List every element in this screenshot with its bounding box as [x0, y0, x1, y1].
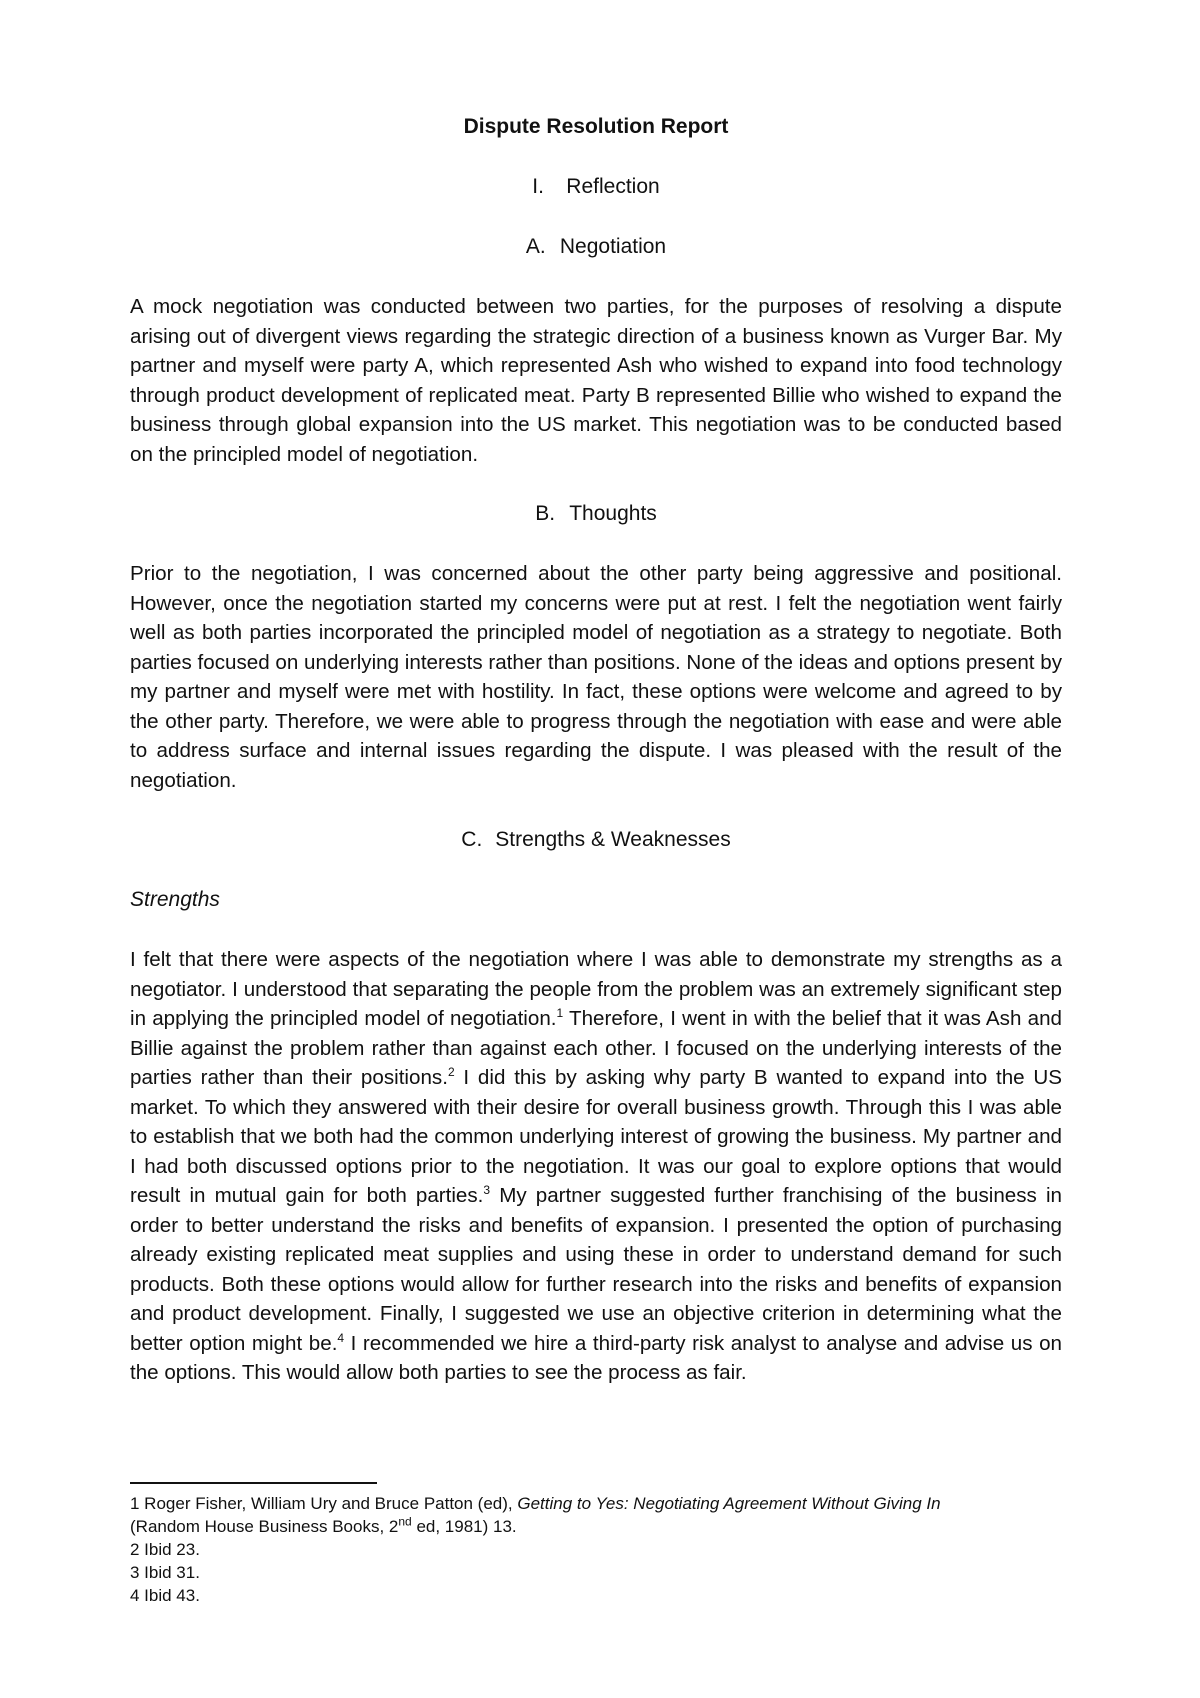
text-segment: I recommended we hire a third-party risk analyst to analyse and advise us on the options. This would allow both parties to see the process as fair. — [130, 1331, 1062, 1384]
footnotes — [130, 1482, 1062, 1607]
footnote-separator — [130, 1482, 377, 1484]
section-number: I. — [532, 175, 544, 198]
footnote-reference[interactable]: 2 — [447, 1065, 455, 1080]
section-heading-thoughts — [130, 499, 1062, 529]
footnote-1 — [130, 1492, 1062, 1538]
section-number: B. — [535, 502, 556, 525]
text-segment: I did this by asking why party B wanted to expand into the US market. To which they answered with their desire for overall business growth. Through this I was able to establish that we both had the common underlying interest of growing the business. My partner and I had both discussed options prior to the negotiation. It was our goal to explore options that would result in mutual gain for both parties. — [130, 1066, 1063, 1207]
footnote-3: 3 Ibid 31. — [130, 1563, 200, 1582]
document-title: Dispute Resolution Report — [463, 115, 729, 138]
section-number: A. — [525, 235, 546, 258]
footnote-text: 1 Roger Fisher, William Ury and Bruce Patton (ed), — [130, 1494, 518, 1513]
footnote-text: (Random House Business Books, 2 — [130, 1517, 399, 1536]
section-label: Thoughts — [569, 502, 657, 525]
section-label: Reflection — [566, 175, 660, 198]
footnote-reference[interactable]: 3 — [483, 1183, 491, 1198]
paragraph-negotiation — [130, 292, 1062, 469]
section-label: Negotiation — [559, 235, 667, 258]
text-segment: I felt that there were aspects of the negotiation where I was able to demonstrate my strengths as a negotiator. I understood that separating the people from the problem was an extremely significant step in applying the principled model of negotiation. — [130, 948, 1062, 1030]
document-body — [130, 112, 1062, 1418]
section-number: C. — [461, 828, 483, 851]
text-segment: My partner suggested further franchising of the business in order to better understand the risks and benefits of expansion. I presented the option of purchasing already existing replicated meat supplies and using these in order to understand demand for such products. Both these options would allow for further research into the risks and benefits of expansion and product development. Finally, I suggested we use an objective criterion in determining what the better option might be. — [130, 1184, 1062, 1355]
section-heading-reflection — [130, 172, 1062, 202]
footnote-2: 2 Ibid 23. — [130, 1540, 200, 1559]
section-heading-strengths-weaknesses — [130, 825, 1062, 855]
paragraph-strengths — [130, 945, 1062, 1388]
text-segment: Therefore, I went in with the belief that it was Ash and Billie against the problem rather than against each other. I focused on the underlying interests of the parties rather than their positions. — [130, 1007, 1062, 1089]
footnote-4: 4 Ibid 43. — [130, 1586, 200, 1605]
paragraph-thoughts — [130, 559, 1062, 795]
footnote-text: ed, 1981) 13. — [411, 1517, 517, 1536]
section-heading-negotiation — [130, 232, 1062, 262]
section-label: Strengths & Weaknesses — [495, 828, 731, 851]
footnote-reference[interactable]: 1 — [556, 1006, 564, 1021]
footnote-superscript: nd — [398, 1514, 412, 1529]
footnote-reference[interactable]: 4 — [337, 1330, 345, 1345]
footnote-book-title: Getting to Yes: Negotiating Agreement Without Giving In — [517, 1494, 941, 1513]
paragraph-text: Prior to the negotiation, I was concerned about the other party being aggressive and positional. However, once the negotiation started my concerns were put at rest. I felt the negotiation went fairly well as both parties incorporated the principled model of negotiation as a strategy to negotiate. Both parties focused on underlying interests rather than positions. None of the ideas and options present by my partner and myself were met with hostility. In fact, these options were welcome and agreed to by the other party. Therefore, we were able to progress through the negotiation with ease and were able to address surface and internal issues regarding the dispute. I was pleased with the result of the negotiation. — [130, 562, 1062, 792]
subheading-strengths: Strengths — [130, 888, 220, 911]
paragraph-text — [130, 945, 1062, 1388]
paragraph-text: A mock negotiation was conducted between two parties, for the purposes of resolving a dispute arising out of divergent views regarding the strategic direction of a business known as Vurger Bar. My partner and myself were party A, which represented Ash who wished to expand into food technology through product development of replicated meat. Party B represented Billie who wished to expand the business through global expansion into the US market. This negotiation was to be conducted based on the principled model of negotiation. — [130, 295, 1062, 466]
